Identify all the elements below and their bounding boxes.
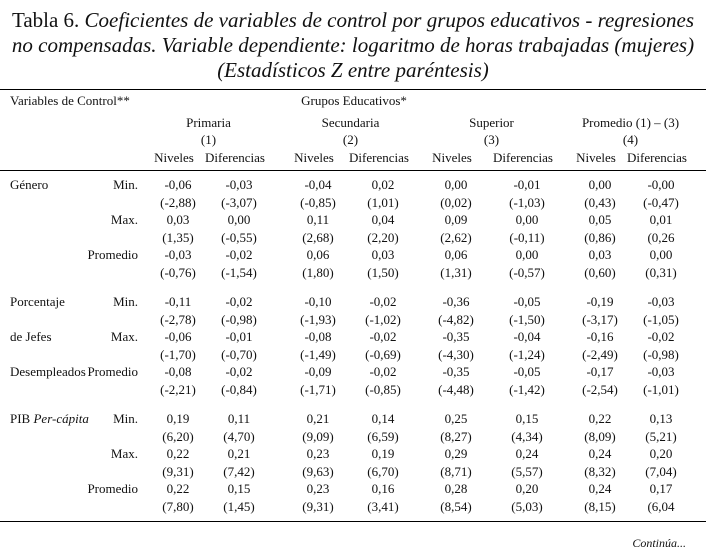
z-stat-cell: (1,50) — [367, 264, 399, 280]
coefficient-cell: 0,04 — [371, 212, 395, 227]
coefficient-cell: 0,19 — [166, 411, 190, 426]
coefficient-cell: -0,02 — [369, 329, 397, 344]
z-stat-cell: (-2,78) — [160, 311, 196, 327]
z-stat-cell: (-3,17) — [582, 311, 618, 327]
subheader-diferencias: Diferencias — [205, 150, 265, 165]
coefficient-cell: -0,08 — [164, 364, 192, 379]
z-stat-cell: (-0,47) — [643, 194, 679, 210]
coefficient-cell: 0,24 — [588, 481, 612, 496]
variable-label: Género — [10, 177, 49, 192]
column-group-number: (1) — [200, 132, 217, 147]
z-stat-cell: (-2,21) — [160, 381, 196, 397]
variable-label: Desempleados — [10, 364, 86, 379]
stat-label: Promedio — [87, 481, 138, 496]
coefficient-cell: 0,16 — [371, 481, 395, 496]
coefficient-cell: 0,06 — [306, 247, 330, 262]
z-stat-cell: (8,54) — [440, 498, 472, 514]
top-rule — [0, 89, 706, 90]
coefficient-cell: 0,11 — [306, 212, 330, 227]
variable-label: PIB Per-cápita — [10, 411, 89, 426]
z-stat-cell: (-2,88) — [160, 194, 196, 210]
z-stat-cell: (5,57) — [511, 463, 543, 479]
z-stat-cell: (6,59) — [367, 428, 399, 444]
z-stat-cell: (-0,76) — [160, 264, 196, 280]
subheader-diferencias: Diferencias — [349, 150, 409, 165]
variable-label-italic: Per-cápita — [33, 411, 89, 426]
coefficient-cell: -0,06 — [164, 177, 192, 192]
z-stat-cell: (3,41) — [367, 498, 399, 514]
z-stat-cell: (7,42) — [223, 463, 255, 479]
coefficient-cell: -0,02 — [225, 294, 253, 309]
z-stat-cell: (-4,82) — [438, 311, 474, 327]
stat-label: Promedio — [87, 364, 138, 379]
stat-label: Max. — [110, 446, 138, 461]
z-stat-cell: (2,62) — [440, 229, 472, 245]
stat-label: Min. — [113, 411, 138, 426]
coefficient-cell: 0,24 — [588, 446, 612, 461]
coefficient-cell: -0,02 — [225, 247, 253, 262]
coefficient-cell: 0,09 — [444, 212, 468, 227]
variable-label: de Jefes — [10, 329, 52, 344]
coefficient-cell: -0,03 — [647, 294, 675, 309]
table-title: Coeficientes de variables de control por grupos educativos - regresiones — [84, 8, 695, 32]
coefficient-cell: 0,21 — [227, 446, 251, 461]
coefficient-cell: -0,01 — [513, 177, 541, 192]
z-stat-cell: (5,21) — [645, 428, 677, 444]
coefficient-cell: 0,00 — [649, 247, 673, 262]
column-group-name: Promedio (1) – (3) — [581, 115, 680, 130]
continues-note: Continúa... — [632, 536, 686, 550]
z-stat-cell: (8,32) — [584, 463, 616, 479]
coefficient-cell: -0,02 — [369, 294, 397, 309]
stat-label: Min. — [113, 294, 138, 309]
z-stat-cell: (-0,85) — [365, 381, 401, 397]
coefficient-cell: 0,02 — [371, 177, 395, 192]
coefficient-cell: 0,03 — [588, 247, 612, 262]
column-group-name: Primaria — [186, 115, 231, 130]
coefficient-cell: -0,03 — [164, 247, 192, 262]
coefficient-cell: 0,15 — [227, 481, 251, 496]
subheader-niveles: Niveles — [432, 150, 472, 165]
z-stat-cell: (1,01) — [367, 194, 399, 210]
stat-label: Min. — [113, 177, 138, 192]
coefficient-cell: -0,35 — [442, 364, 470, 379]
z-stat-cell: (-1,70) — [160, 346, 196, 362]
z-stat-cell: (9,31) — [162, 463, 194, 479]
z-stat-cell: (0,86) — [584, 229, 616, 245]
z-stat-cell: (0,02) — [440, 194, 472, 210]
column-group-name: Superior — [469, 115, 514, 130]
z-stat-cell: (1,31) — [440, 264, 472, 280]
z-stat-cell: (-0,69) — [365, 346, 401, 362]
z-stat-cell: (8,09) — [584, 428, 616, 444]
z-stat-cell: (-1,49) — [300, 346, 336, 362]
subheader-diferencias: Diferencias — [627, 150, 687, 165]
coefficient-cell: -0,19 — [586, 294, 614, 309]
coefficient-cell: -0,04 — [513, 329, 541, 344]
z-stat-cell: (0,31) — [645, 264, 677, 280]
z-stat-cell: (2,20) — [367, 229, 399, 245]
table-title-line-1 — [0, 8, 706, 33]
coefficient-cell: 0,00 — [588, 177, 612, 192]
z-stat-cell: (-4,48) — [438, 381, 474, 397]
z-stat-cell: (0,43) — [584, 194, 616, 210]
coefficient-cell: -0,02 — [369, 364, 397, 379]
coefficient-cell: -0,16 — [586, 329, 614, 344]
z-stat-cell: (6,20) — [162, 428, 194, 444]
z-stat-cell: (-4,30) — [438, 346, 474, 362]
coefficient-cell: 0,03 — [371, 247, 395, 262]
z-stat-cell: (7,80) — [162, 498, 194, 514]
z-stat-cell: (-0,98) — [643, 346, 679, 362]
bottom-rule — [0, 521, 706, 522]
table-subtitle: (Estadísticos Z entre paréntesis) — [217, 58, 489, 82]
subheader-niveles: Niveles — [576, 150, 616, 165]
z-stat-cell: (1,45) — [223, 498, 255, 514]
z-stat-cell: (-0,85) — [300, 194, 336, 210]
z-stat-cell: (-1,05) — [643, 311, 679, 327]
subheader-diferencias: Diferencias — [493, 150, 553, 165]
table-number: Tabla 6. — [11, 8, 85, 32]
coefficient-cell: 0,17 — [649, 481, 673, 496]
z-stat-cell: (4,34) — [511, 428, 543, 444]
coefficient-cell: -0,02 — [647, 329, 675, 344]
z-stat-cell: (5,03) — [511, 498, 543, 514]
z-stat-cell: (9,09) — [302, 428, 334, 444]
coefficient-cell: -0,01 — [225, 329, 253, 344]
coefficient-cell: 0,28 — [444, 481, 468, 496]
coefficient-cell: -0,00 — [647, 177, 675, 192]
coefficient-cell: -0,36 — [442, 294, 470, 309]
z-stat-cell: (-1,02) — [365, 311, 401, 327]
z-stat-cell: (4,70) — [223, 428, 255, 444]
z-stat-cell: (8,71) — [440, 463, 472, 479]
table-title-line-3 — [0, 58, 706, 83]
z-stat-cell: (-1,24) — [509, 346, 545, 362]
coefficient-cell: 0,29 — [444, 446, 468, 461]
coefficient-cell: 0,00 — [515, 212, 539, 227]
z-stat-cell: (0,26 — [647, 229, 675, 245]
coefficient-cell: -0,09 — [304, 364, 332, 379]
coefficient-cell: 0,11 — [227, 411, 251, 426]
z-stat-cell: (1,35) — [162, 229, 194, 245]
coefficient-cell: 0,25 — [444, 411, 468, 426]
column-group-number: (2) — [342, 132, 359, 147]
z-stat-cell: (-2,49) — [582, 346, 618, 362]
z-stat-cell: (-1,93) — [300, 311, 336, 327]
z-stat-cell: (-3,07) — [221, 194, 257, 210]
coefficient-cell: 0,22 — [166, 481, 190, 496]
z-stat-cell: (-0,55) — [221, 229, 257, 245]
column-group-number: (4) — [622, 132, 639, 147]
coefficient-cell: 0,21 — [306, 411, 330, 426]
coefficient-cell: -0,05 — [513, 364, 541, 379]
coefficient-cell: 0,14 — [371, 411, 395, 426]
z-stat-cell: (-1,01) — [643, 381, 679, 397]
coefficient-cell: -0,35 — [442, 329, 470, 344]
z-stat-cell: (-0,11) — [509, 229, 545, 245]
coefficient-cell: -0,08 — [304, 329, 332, 344]
z-stat-cell: (-1,71) — [300, 381, 336, 397]
coefficient-cell: 0,03 — [166, 212, 190, 227]
coefficient-cell: 0,13 — [649, 411, 673, 426]
groups-header: Grupos Educativos* — [301, 93, 407, 108]
coefficient-cell: 0,23 — [306, 446, 330, 461]
z-stat-cell: (-0,57) — [509, 264, 545, 280]
subheader-niveles: Niveles — [154, 150, 194, 165]
coefficient-cell: 0,05 — [588, 212, 612, 227]
table-title-cont: no compensadas. Variable dependiente: logaritmo de horas trabajadas (mujeres) — [11, 33, 695, 57]
coefficient-cell: -0,02 — [225, 364, 253, 379]
z-stat-cell: (-1,42) — [509, 381, 545, 397]
z-stat-cell: (8,15) — [584, 498, 616, 514]
subheader-niveles: Niveles — [294, 150, 334, 165]
z-stat-cell: (-1,54) — [221, 264, 257, 280]
coefficient-cell: -0,10 — [304, 294, 332, 309]
coefficient-cell: 0,00 — [444, 177, 468, 192]
coefficient-cell: -0,17 — [586, 364, 614, 379]
header-rule — [0, 170, 706, 171]
coefficient-cell: -0,03 — [225, 177, 253, 192]
stat-label: Max. — [110, 329, 138, 344]
z-stat-cell: (1,80) — [302, 264, 334, 280]
z-stat-cell: (-1,03) — [509, 194, 545, 210]
coefficient-cell: -0,11 — [164, 294, 192, 309]
coefficient-cell: 0,23 — [306, 481, 330, 496]
z-stat-cell: (8,27) — [440, 428, 472, 444]
coefficient-cell: -0,03 — [647, 364, 675, 379]
coefficient-cell: 0,06 — [444, 247, 468, 262]
coefficient-cell: -0,06 — [164, 329, 192, 344]
coefficient-cell: 0,19 — [371, 446, 395, 461]
coefficient-cell: 0,20 — [649, 446, 673, 461]
table-title-line-2 — [0, 33, 706, 58]
coefficient-cell: 0,20 — [515, 481, 539, 496]
coefficient-cell: 0,24 — [515, 446, 539, 461]
coefficient-cell: 0,15 — [515, 411, 539, 426]
z-stat-cell: (-0,70) — [221, 346, 257, 362]
coefficient-cell: -0,04 — [304, 177, 332, 192]
variable-label: Porcentaje — [10, 294, 65, 309]
z-stat-cell: (-2,54) — [582, 381, 618, 397]
z-stat-cell: (-0,98) — [221, 311, 257, 327]
z-stat-cell: (9,31) — [302, 498, 334, 514]
column-group-number: (3) — [483, 132, 500, 147]
z-stat-cell: (6,70) — [367, 463, 399, 479]
coefficient-cell: -0,05 — [513, 294, 541, 309]
coefficient-cell: 0,22 — [166, 446, 190, 461]
coefficient-cell: 0,22 — [588, 411, 612, 426]
z-stat-cell: (-0,84) — [221, 381, 257, 397]
z-stat-cell: (9,63) — [302, 463, 334, 479]
column-group-name: Secundaria — [321, 115, 380, 130]
variables-header: Variables de Control** — [10, 93, 130, 108]
coefficient-cell: 0,01 — [649, 212, 673, 227]
z-stat-cell: (-1,50) — [509, 311, 545, 327]
stat-label: Max. — [110, 212, 138, 227]
z-stat-cell: (2,68) — [302, 229, 334, 245]
stat-label: Promedio — [87, 247, 138, 262]
coefficient-cell: 0,00 — [515, 247, 539, 262]
z-stat-cell: (0,60) — [584, 264, 616, 280]
coefficient-cell: 0,00 — [227, 212, 251, 227]
z-stat-cell: (6,04 — [647, 498, 675, 514]
z-stat-cell: (7,04) — [645, 463, 677, 479]
